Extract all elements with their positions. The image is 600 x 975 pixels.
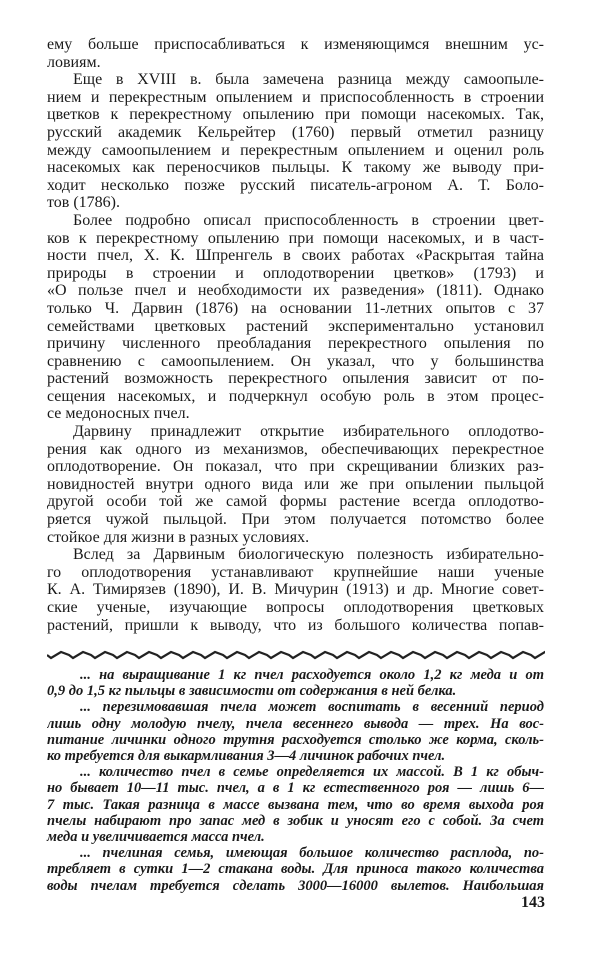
text-line: только Ч. Дарвин (1876) на основании 11-летних опытов с 37	[47, 299, 544, 317]
text-line: оплодотворение. Он показал, что при скрещивании близких раз-	[47, 458, 544, 476]
text-line: питание личинки одного трутня расходуется столько же корма, сколь-	[47, 731, 544, 748]
text-line: растений возможность перекрестного опыления зависит от по-	[47, 370, 544, 388]
text-line: рения как одного из механизмов, обеспечивающих перекрестное	[47, 440, 544, 458]
text-line: ... на выращивание 1 кг пчел расходуется около 1,2 кг меда и от	[80, 667, 544, 683]
text-line: но бывает 10—11 тыс. пчел, а в 1 кг естественного роя — лишь 6—	[47, 780, 544, 797]
text-line: нием и перекрестным опылением и приспособленность в строении	[47, 88, 544, 106]
footnote-paragraph	[47, 699, 544, 764]
text-line: се медоносных пчел.	[47, 405, 190, 423]
text-line: тов (1786).	[47, 194, 120, 212]
footnote-paragraph	[47, 845, 544, 894]
text-line: причину численного преобладания перекрестного опыления по	[47, 335, 544, 353]
page-number: 143	[521, 894, 545, 911]
text-line: Дарвину принадлежит открытие избирательного оплодотво-	[73, 423, 544, 441]
text-line: цветков к перекрестному опылению при помощи насекомых. Так,	[47, 106, 544, 124]
text-line: стойкое для жизни в разных условиях.	[47, 528, 310, 546]
text-line: 0,9 до 1,5 кг пыльцы в зависимости от содержания в ней белка.	[47, 683, 457, 700]
text-line: ряется чужой пыльцой. При этом получается потомство более	[47, 511, 544, 529]
footnote-paragraph	[47, 764, 544, 845]
paragraph	[47, 546, 544, 634]
text-line: ко требуется для выкармливания 3—4 личинок рабочих пчел.	[47, 748, 446, 765]
text-line: природы в строении и оплодотворении цветков» (1793) и	[47, 264, 544, 282]
text-line: ... пчелиная семья, имеющая большое количество расплода, по-	[80, 845, 544, 862]
text-line: пчелы набирают про запас мед в зобик и уносят его с собой. За счет	[47, 812, 544, 829]
text-line: требляет в сутки 1—2 стакана воды. Для приноса такого количества	[47, 861, 544, 878]
text-line: Вслед за Дарвиным биологическую полезность избирательно-	[73, 546, 544, 564]
text-line: «О пользе пчел и необходимости их разведения» (1811). Однако	[47, 282, 544, 300]
text-line: ходит несколько позже русский писатель-агроном А. Т. Боло-	[47, 176, 544, 194]
text-line: ... перезимовавшая пчела может воспитать в весенний период	[80, 699, 544, 716]
text-line: меда и увеличивается масса пчел.	[47, 829, 265, 846]
text-line: ские ученые, изучающие вопросы оплодотворения цветковых	[47, 599, 544, 616]
text-line: ему больше приспосабливаться к изменяющимся внешним ус-	[47, 36, 544, 53]
text-line: растений, пришли к выводу, что из большого количества попав-	[47, 616, 544, 634]
footnotes	[47, 667, 544, 894]
text-line: насекомых как переносчиков пыльцы. К такому же выводу при-	[47, 159, 544, 177]
paragraph	[47, 423, 544, 546]
text-line: сравнению с самоопылением. Он указал, что у большинства	[47, 352, 544, 370]
text-line: семействами цветковых растений экспериментально установил	[47, 317, 544, 335]
text-line: 7 тыс. Такая разница в массе вызвана тем, что во время выхода роя	[47, 796, 544, 813]
paragraph	[47, 212, 544, 423]
text-line: ловиям.	[47, 53, 101, 71]
text-line: сещения насекомых, и подчеркнул особую роль в этом процес-	[47, 387, 544, 405]
text-line: К. А. Тимирязев (1890), И. В. Мичурин (1913) и др. Многие совет-	[47, 581, 544, 599]
text-line: ности пчел, Х. К. Шпренгель в своих работах «Раскрытая тайна	[47, 247, 544, 265]
wavy-separator	[47, 649, 545, 661]
text-line: го оплодотворения устанавливают крупнейшие наши ученые	[47, 563, 544, 581]
paragraph	[47, 36, 544, 71]
text-line: Еще в XVIII в. была замечена разница между самоопыле-	[73, 71, 544, 89]
text-line: русский академик Кельрейтер (1760) первый отметил разницу	[47, 123, 544, 141]
text-line: воды пчелам требуется сделать 3000—16000 вылетов. Наибольшая	[47, 877, 544, 894]
main-text	[47, 36, 544, 634]
text-line: Более подробно описал приспособленность в строении цвет-	[73, 211, 544, 229]
text-line: ... количество пчел в семье определяется их массой. В 1 кг обыч-	[80, 764, 544, 781]
paragraph	[47, 71, 544, 212]
text-line: ков к перекрестному опылению при помощи насекомых, и в част-	[47, 229, 544, 247]
text-line: между самоопылением и перекрестным опылением и оценил роль	[47, 141, 544, 159]
text-line: новидностей внутри одного вида или же при опылении пыльцой	[47, 475, 544, 493]
text-line: другой особи той же самой формы растение всегда оплодотво-	[47, 493, 544, 511]
text-line: лишь одну молодую пчелу, пчела весеннего вывода — трех. На вос-	[47, 715, 544, 732]
footnote-paragraph	[47, 667, 544, 699]
